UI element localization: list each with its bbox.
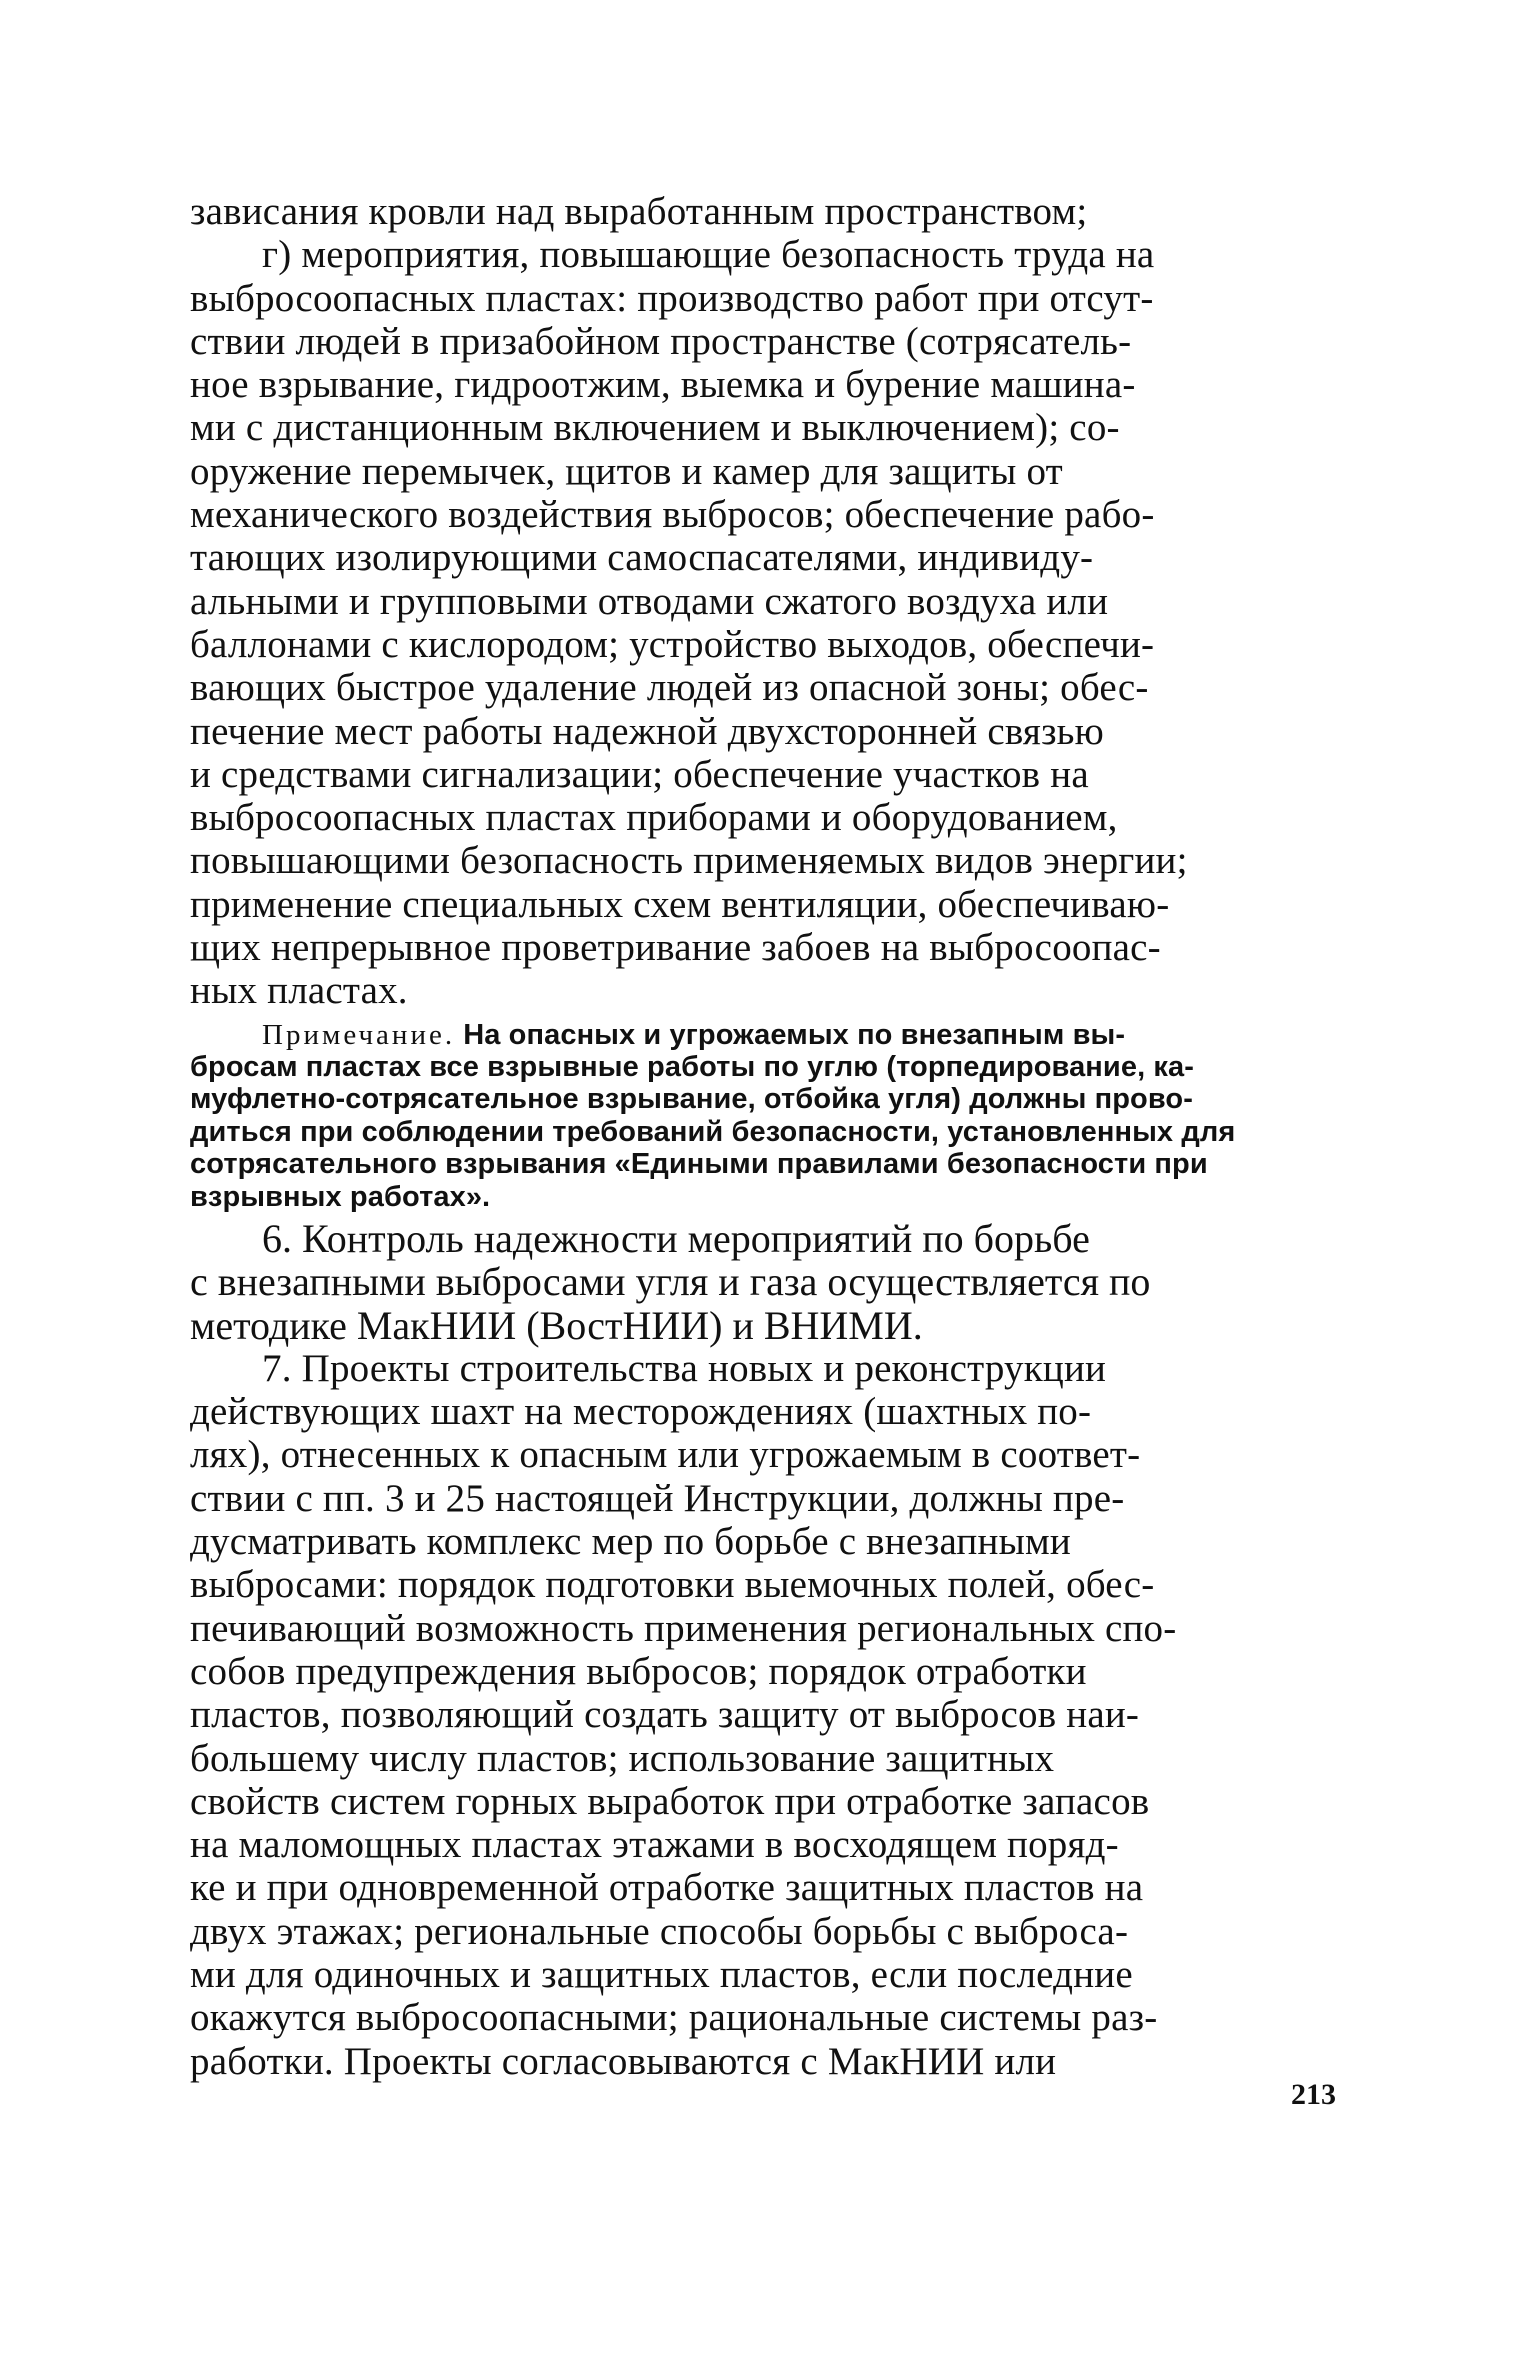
note-line: диться при соблюдении требований безопасности, установленных для	[190, 1115, 1236, 1148]
text-line: тающих изолирующими самоспасателями, индивиду-	[190, 536, 1094, 580]
text-line: ке и при одновременной отработке защитных пластов на	[190, 1866, 1144, 1910]
text-line: собов предупреждения выбросов; порядок отработки	[190, 1649, 1087, 1693]
text-line: на маломощных пластах этажами в восходящем поряд-	[190, 1823, 1119, 1867]
text-line: 6. Контроль надежности мероприятий по борьбе	[262, 1215, 1090, 1261]
text-line: ных пластах.	[190, 969, 408, 1013]
note-text: На опасных и угрожаемых по внезапным вы-	[455, 1018, 1126, 1051]
text-line: и средствами сигнализации; обеспечение участков на	[190, 752, 1089, 796]
text-line: баллонами с кислородом; устройство выходов, обеспечи-	[190, 622, 1155, 666]
text-line: ное взрывание, гидроотжим, выемка и бурение машина-	[190, 363, 1136, 407]
note-line: взрывных работах».	[190, 1180, 491, 1213]
text-line: дусматривать комплекс мер по борьбе с внезапными	[190, 1520, 1071, 1564]
text-line: зависания кровли над выработанным пространством;	[190, 190, 1088, 233]
text-line: ствии людей в призабойном пространстве (сотрясатель-	[190, 319, 1132, 363]
note-label: Примечание.	[262, 1018, 456, 1051]
text-line: ми с дистанционным включением и выключением); со-	[190, 406, 1120, 450]
text-line: ми для одиночных и защитных пластов, если последние	[190, 1953, 1133, 1997]
text-line: повышающими безопасность применяемых видов энергии;	[190, 839, 1188, 883]
text-line: механического воздействия выбросов; обеспечение рабо-	[190, 493, 1155, 537]
text-line: выбросами: порядок подготовки выемочных полей, обес-	[190, 1563, 1155, 1607]
text-line: ствии с пп. 3 и 25 настоящей Инструкции, должны пре-	[190, 1476, 1125, 1520]
text-line: работки. Проекты согласовываются с МакНИИ или	[190, 2039, 1057, 2083]
text-line: г) мероприятия, повышающие безопасность труда на	[262, 233, 1155, 277]
text-line: оружение перемычек, щитов и камер для защиты от	[190, 449, 1063, 493]
text-line: выбросоопасных пластах: производство работ при отсут-	[190, 276, 1154, 320]
note-line: сотрясательного взрывания «Едиными правилами безопасности при	[190, 1148, 1208, 1181]
item-7	[190, 1347, 1338, 2083]
text-line: вающих быстрое удаление людей из опасной зоны; обес-	[190, 666, 1149, 710]
text-line: выбросоопасных пластах приборами и оборудованием,	[190, 796, 1118, 840]
note-line: бросам пластах все взрывные работы по углю (торпедирование, ка-	[190, 1051, 1194, 1084]
text-line: окажутся выбросоопасными; рациональные системы раз-	[190, 1996, 1158, 2040]
paragraph-continuation	[190, 190, 1338, 1013]
text-line: применение специальных схем вентиляции, обеспечиваю-	[190, 882, 1170, 926]
text-line: большему числу пластов; использование защитных	[190, 1736, 1055, 1780]
footnote-remark	[190, 1019, 1338, 1213]
note-line	[190, 1019, 1338, 1051]
text-line: свойств систем горных выработок при отработке запасов	[190, 1779, 1150, 1823]
text-line: методике МакНИИ (ВостНИИ) и ВНИМИ.	[190, 1302, 923, 1348]
item-6	[190, 1217, 1338, 1347]
text-line: действующих шахт на месторождениях (шахтных по-	[190, 1390, 1092, 1434]
text-line: печивающий возможность применения региональных спо-	[190, 1606, 1177, 1650]
note-line: муфлетно-сотрясательное взрывание, отбойка угля) должны прово-	[190, 1083, 1193, 1116]
text-line: 7. Проекты строительства новых и реконструкции	[262, 1346, 1107, 1390]
text-line: альными и групповыми отводами сжатого воздуха или	[190, 579, 1109, 623]
text-line: печение мест работы надежной двухсторонней связью	[190, 709, 1104, 753]
text-line: лях), отнесенных к опасным или угрожаемым в соответ-	[190, 1433, 1141, 1477]
text-line: с внезапными выбросами угля и газа осуществляется по	[190, 1259, 1151, 1305]
text-line: щих непрерывное проветривание забоев на выбросоопас-	[190, 926, 1161, 970]
page-number: 213	[1291, 2078, 1336, 2111]
text-line: двух этажах; региональные способы борьбы с выброса-	[190, 1909, 1129, 1953]
text-line: пластов, позволяющий создать защиту от выбросов наи-	[190, 1693, 1140, 1737]
body-text	[190, 190, 1338, 2083]
